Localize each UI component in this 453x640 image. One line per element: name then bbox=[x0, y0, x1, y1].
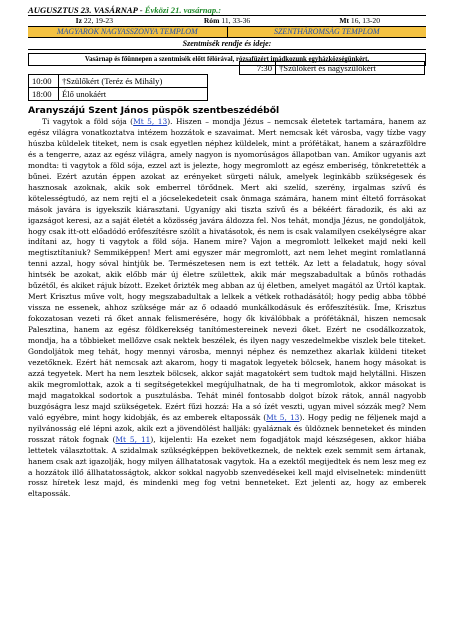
sermon-paragraph: Ti vagytok a föld sója (Mt 5, 13). Hiszen – mondja Jézus – nemcsak életetek tartamára, hanem az egész világra vonatkoztatva intézem hozzátok e szavaimat. Mert nemcsak két városba, vagy tízbe vagy húszba küldelek titeket, nem is csak egyetlen néphez küldelek, mint a prófétákat, hanem a szárazföldre és a tengerre, azaz az egész világra, amely nagyon is nyomorúságos állapotban van. Amikor ugyanis azt mondta: ti vagytok a föld sója, ezzel azt is jelezte, hogy megromlott az egész emberiség, tönkretették a bűnei. Ezért azután éppen azokat az erényeket sürgeti náluk, amelyek leginkább szükségesek és hasznosak azoknak, akik sok emberrel törődnek. Mert aki szelíd, szerény, irgalmas szívű és kötelességtudó, az nem rejti el a jócselekedeteit csak önmaga számára, hanem mint éltető forrásokat mások javára is igyekszik kiárasztani. Ugyanígy aki tiszta szívű és a békéért fáradozik, és aki az igazságot keresi, az a saját életét a közösség javára áldozza fel. Nos tehát, mondja Jézus, ne gondoljátok, hogy csak itt-ott előadódó erőfeszítésre szólít a hivatásotok, és nem is csak valamilyen csekélységre akar indítani az, hogy ti vagytok a föld sója. Hanem mire? Vajon a megromlott lelkeket majd neki kell megtisztítaniuk? Semmiképpen! Mert ami egyszer már megromlott, azt nem lehet megint romlatlanná tenni azzal, hogy sóval hintjük be. Természetesen nem is ezt tették. Az lett a feladatuk, hogy sóval hintsék be azokat, akik előbb már új életre születtek, akik már megszabadultak a bűnös rothadás bűzétől, és akiket rájuk bízott. Ezeket őrizték meg abban az új életben, amelyet magától az Úrtól kaptak. Mert Krisztus műve volt, hogy megszabadultak a lelkek a vétkek rothadásától; hogy pedig abba többé vissza ne essenek, ahhoz szüksége már az ő odaadó munkálkodásuk és erőfeszítésük. Íme, Krisztus fokozatosan vezeti rá őket annak felismerésére, hogy ők kiválóbbak a prófétáknál, hiszen nemcsak Palesztina, hanem az egész földkerekség tanítómestereinek nevezi őket. Ezért ne csodálkozzatok, mondja, ha a többieket mellőzve csak nektek beszélek, és ilyen nagy veszedelmekbe viszlek bele titeket. Gondoljátok meg tehát, hogy mennyi városba, mennyi néphez és nemzethez akarlak küldeni titeket vezetőknek. Ezért hát nemcsak azt akarom, hogy ti magatok legyetek bölcsek, hanem hogy másokat is azzá tegyetek. Mert ha nem lesztek bölcsek, akkor saját magatokért sem tudtok majd helytállni. Hiszen akik megromlottak, azok a ti segítségetekkel megújulhatnak, de ha ti megromlotok, akkor másokat is majd magatokkal sodortok a pusztulásba. Tehát minél fontosabb dolgot bízok rátok, annál nagyobb buzgóságra lesz majd szükségetek. Ezért fűzi hozzá: Ha a só ízét veszti, ugyan mivel sózzák meg? Nem való egyébre, mint hogy kidobják, és az emberek eltapossák (Mt 5, 13). Hogy pedig ne féljenek majd a nyilvánosság elé lépni azok, akik ezt a jövendölést hallják: gyaláznak és üldöznek benneteket és minden rosszat rátok fognak (Mt 5, 11), kijelenti: Ha ezeket nem fogadjátok majd készségesen, akkor hiába lettetek választottak. A szidalmak szükségképpen bekövetkeznek, de nektek ezek semmit sem ártanak, hanem csak azt igazolják, hogy milyen állhatatosak vagytok. Ha a ezektől megijedtek és nem lesz meg ez a hozzátok illő állhatatosságtok, akkor sokkal nagyobb szenvedésekei kell majd elviselnetek: mindenütt rossz híretek lesz majd, és mindenki meg fog vetni benneteket. Ezt jelenti az, hogy az emberek eltapossák. bbox=[28, 117, 427, 499]
church-left: MAGYAROK NAGYASSZONYA TEMPLOM bbox=[28, 27, 228, 37]
mass-intention: †Szülőkért (Teréz és Mihály) bbox=[59, 74, 208, 88]
scripture-link[interactable]: Mt 5, 13 bbox=[133, 117, 168, 126]
bulletin-header bbox=[28, 5, 426, 66]
date-title: AUGUSZTUS 23. VASÁRNAP bbox=[28, 5, 138, 15]
readings-row bbox=[28, 16, 426, 27]
mass-order-title: Szentmisék rendje és ideje: bbox=[28, 38, 426, 50]
reading-second: Róm 11, 33-36 bbox=[203, 16, 251, 25]
scripture-link[interactable]: Mt 5, 13 bbox=[266, 412, 300, 422]
sermon-title: Aranyszájú Szent János püspök szentbeszédéből bbox=[28, 105, 280, 116]
mass-intention: Élő unokáért bbox=[59, 87, 208, 101]
liturgical-day: Évközi 21. vasárnap.: bbox=[144, 5, 222, 15]
churches-row bbox=[28, 27, 426, 38]
mass-time: 18:00 bbox=[28, 87, 59, 101]
date-heading: AUGUSZTUS 23. VASÁRNAP - Évközi 21. vasárnap.: bbox=[28, 5, 426, 16]
reading-first: Iz 22, 19-23 bbox=[75, 16, 113, 25]
church-right: SZENTHÁROMSÁG TEMPLOM bbox=[228, 27, 427, 37]
rosary-notice: Vasárnap és főünnepen a szentmisék előtt félórával, rózsafüzért imádkozunk egyházközségünkért. bbox=[28, 54, 426, 66]
sermon-text bbox=[28, 117, 426, 500]
mass-row-left bbox=[28, 74, 208, 88]
mass-time: 10:00 bbox=[28, 74, 59, 88]
mass-intention: †Szülőkért és nagyszülőkért bbox=[276, 61, 425, 75]
reading-gospel: Mt 16, 13-20 bbox=[339, 16, 381, 25]
scripture-link[interactable]: Mt 5, 11 bbox=[115, 434, 151, 444]
mass-time: 7:30 bbox=[239, 61, 276, 75]
mass-row-left bbox=[28, 87, 208, 101]
mass-row-right bbox=[239, 61, 425, 75]
